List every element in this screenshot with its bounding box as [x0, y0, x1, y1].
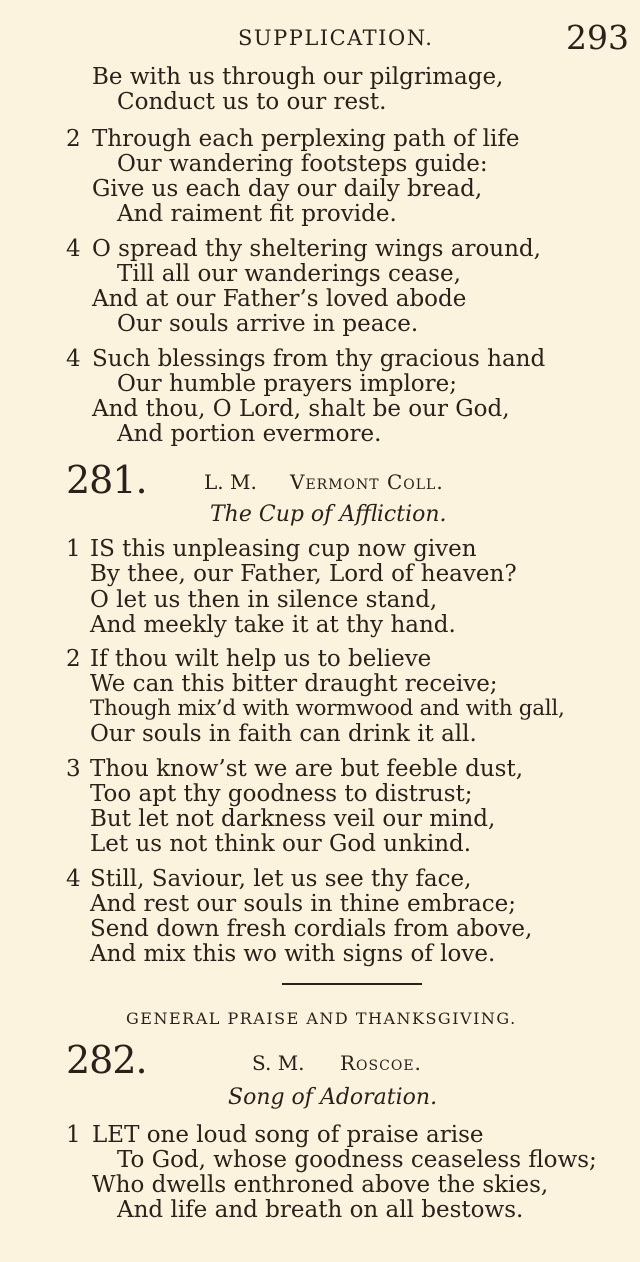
verse-line: Give us each day our daily bread,: [92, 176, 483, 202]
verse-line: Send down fresh cordials from above,: [90, 916, 533, 942]
stanza-number: 1: [66, 536, 81, 562]
verse-line: And at our Father’s loved abode: [92, 286, 467, 312]
verse-line: Conduct us to our rest.: [117, 89, 387, 115]
verse-line: And thou, O Lord, shalt be our God,: [92, 396, 510, 422]
verse-line: Our humble prayers implore;: [117, 371, 458, 397]
verse-line: And portion evermore.: [117, 421, 382, 447]
verse-line: By thee, our Father, Lord of heaven?: [90, 561, 517, 587]
verse-line: Let us not think our God unkind.: [90, 831, 472, 857]
verse-line: LET one loud song of praise arise: [92, 1122, 484, 1148]
verse-line: Too apt thy goodness to distrust;: [90, 781, 473, 807]
verse-line: Our souls in faith can drink it all.: [90, 721, 477, 747]
section-divider: [282, 983, 422, 985]
verse-line: O spread thy sheltering wings around,: [92, 236, 541, 262]
verse-line: To God, whose goodness ceaseless flows;: [117, 1147, 597, 1173]
verse-line: And life and breath on all bestows.: [117, 1197, 524, 1223]
verse-line: We can this bitter draught receive;: [90, 671, 498, 697]
hymn-number: 282.: [66, 1038, 147, 1082]
hymn-subtitle: The Cup of Affliction.: [210, 502, 447, 527]
verse-line: And raiment fit provide.: [117, 201, 397, 227]
verse-line: But let not darkness veil our mind,: [90, 806, 496, 832]
hymn-meter: L. M.: [204, 470, 257, 494]
verse-line: Till all our wanderings cease,: [117, 261, 461, 287]
hymn-subtitle: Song of Adoration.: [228, 1085, 438, 1110]
verse-line: Be with us through our pilgrimage,: [92, 64, 504, 90]
verse-line: Our souls arrive in peace.: [117, 311, 419, 337]
hymn-meter: S. M.: [252, 1051, 305, 1075]
page-number: 293: [566, 18, 629, 57]
stanza-number: 2: [66, 646, 81, 672]
verse-line: Who dwells enthroned above the skies,: [92, 1172, 549, 1198]
stanza-number: 3: [66, 756, 81, 782]
verse-line: And meekly take it at thy hand.: [90, 612, 456, 638]
hymn-number: 281.: [66, 458, 147, 502]
verse-line: If thou wilt help us to believe: [90, 646, 432, 672]
verse-line: IS this unpleasing cup now given: [90, 536, 477, 562]
stanza-number: 1: [66, 1122, 81, 1148]
section-heading: GENERAL PRAISE AND THANKSGIVING.: [126, 1009, 517, 1028]
stanza-number: 4: [66, 236, 81, 262]
verse-line: Though mix’d with wormwood and with gall,: [90, 696, 565, 721]
verse-line: Thou know’st we are but feeble dust,: [90, 756, 524, 782]
hymn-tune: Roscoe.: [340, 1051, 422, 1075]
verse-line: Through each perplexing path of life: [92, 126, 520, 152]
stanza-number: 2: [66, 126, 81, 152]
stanza-number: 4: [66, 346, 81, 372]
stanza-number: 4: [66, 866, 81, 892]
verse-line: Such blessings from thy gracious hand: [92, 346, 546, 372]
verse-line: Our wandering footsteps guide:: [117, 151, 488, 177]
verse-line: And rest our souls in thine embrace;: [90, 891, 517, 917]
running-head: [0, 18, 640, 57]
hymn-tune: Vermont Coll.: [290, 470, 444, 494]
verse-line: Still, Saviour, let us see thy face,: [90, 866, 472, 892]
page-title: SUPPLICATION.: [238, 26, 434, 50]
verse-line: O let us then in silence stand,: [90, 587, 438, 613]
verse-line: And mix this wo with signs of love.: [90, 941, 496, 967]
